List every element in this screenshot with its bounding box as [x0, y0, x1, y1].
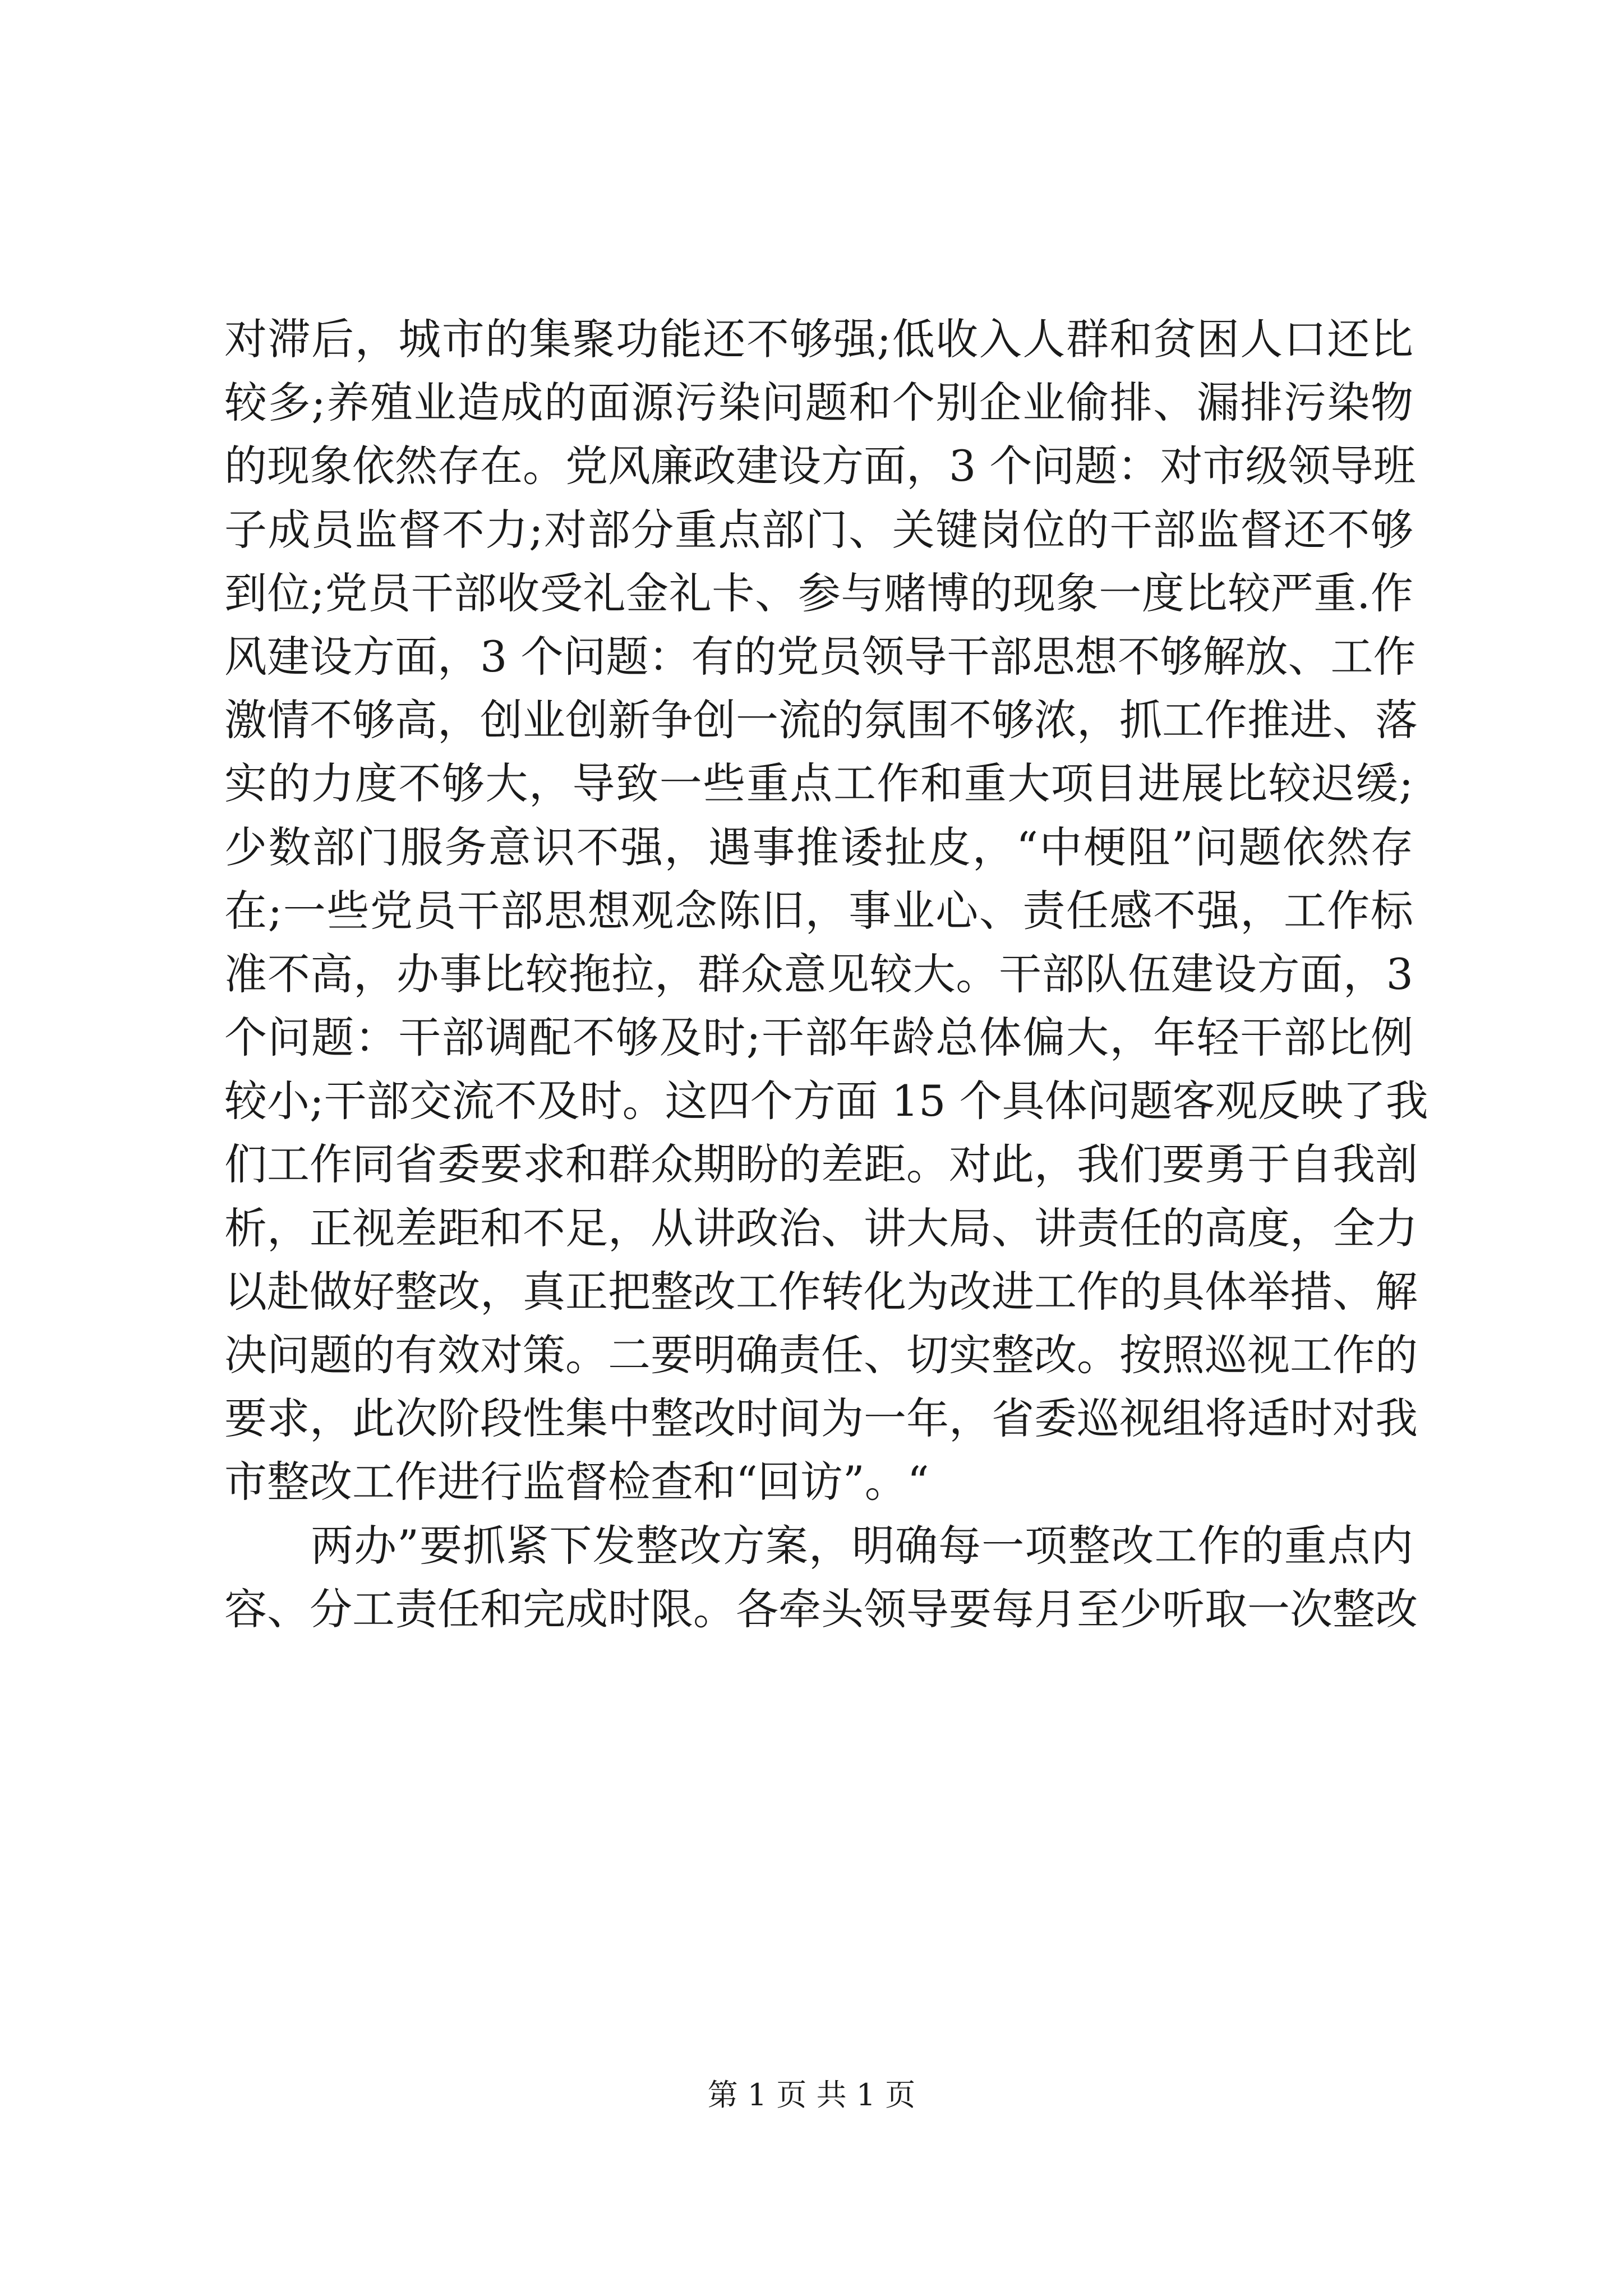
text-line: 要求，此次阶段性集中整改时间为一年，省委巡视组将适时对我	[224, 1393, 1418, 1444]
text-line: 两办”要抓紧下发整改方案，明确每一项整改工作的重点内	[311, 1520, 1413, 1571]
text-line: 市整改工作进行监督检查和“回访”。“	[224, 1457, 929, 1507]
text-line: 准不高，办事比较拖拉，群众意见较大。干部队伍建设方面，3	[224, 949, 1413, 999]
text-line: 风建设方面，3 个问题：有的党员领导干部思想不够解放、工作	[224, 631, 1416, 682]
text-line: 对滞后，城市的集聚功能还不够强;低收入人群和贫困人口还比	[224, 314, 1413, 364]
text-line: 少数部门服务意识不强，遇事推诿扯皮，“中梗阻”问题依然存	[224, 822, 1413, 872]
text-line: 以赴做好整改，真正把整改工作转化为改进工作的具体举措、解	[224, 1266, 1418, 1317]
text-line: 较多;养殖业造成的面源污染问题和个别企业偷排、漏排污染物	[224, 378, 1413, 428]
text-line: 容、分工责任和完成时限。各牵头领导要每月至少听取一次整改	[224, 1584, 1418, 1634]
text-line: 子成员监督不力;对部分重点部门、关键岗位的干部监督还不够	[224, 504, 1413, 555]
text-line: 到位;党员干部收受礼金礼卡、参与赌博的现象一度比较严重.作	[224, 568, 1413, 618]
text-line: 析，正视差距和不足，从讲政治、讲大局、讲责任的高度，全力	[224, 1203, 1418, 1253]
text-line: 实的力度不够大，导致一些重点工作和重大项目进展比较迟缓;	[224, 758, 1413, 809]
text-line: 决问题的有效对策。二要明确责任、切实整改。按照巡视工作的	[224, 1330, 1418, 1380]
text-line: 的现象依然存在。党风廉政建设方面，3 个问题：对市级领导班	[224, 441, 1416, 491]
text-line: 在;一些党员干部思想观念陈旧，事业心、责任感不强，工作标	[224, 885, 1413, 936]
page-number-footer: 第 1 页 共 1 页	[707, 2077, 916, 2113]
text-line: 较小;干部交流不及时。这四个方面 15 个具体问题客观反映了我	[224, 1076, 1428, 1126]
body-text	[224, 307, 1428, 1641]
text-line: 个问题：干部调配不够及时;干部年龄总体偏大，年轻干部比例	[224, 1013, 1413, 1063]
text-line: 激情不够高，创业创新争创一流的氛围不够浓，抓工作推进、落	[224, 695, 1418, 746]
text-line: 们工作同省委要求和群众期盼的差距。对此，我们要勇于自我剖	[224, 1139, 1418, 1190]
